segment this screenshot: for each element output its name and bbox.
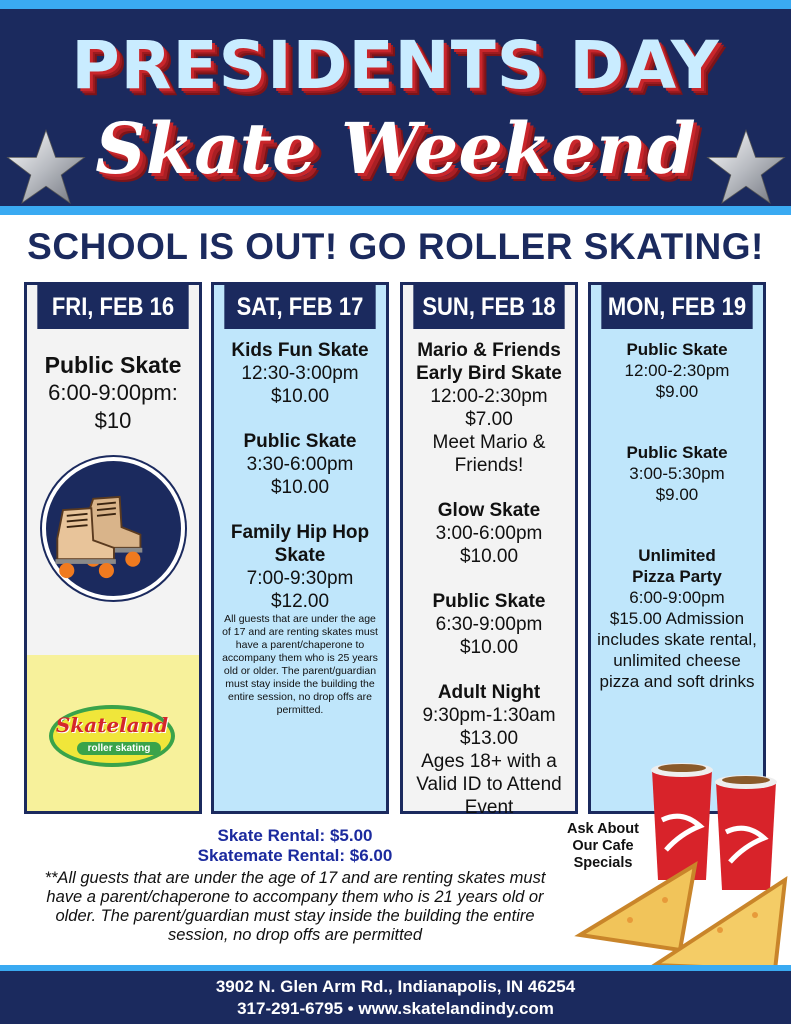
event-name: Public Skate bbox=[626, 443, 728, 462]
disclaimer-text: **All guests that are under the age of 17 and are renting skates must have a parent/chaperone to accompany them who is 21 years old or older. The parent/guardian must stay inside the building the entire session, no drop offs are permitted bbox=[44, 869, 546, 944]
skateland-logo bbox=[27, 655, 199, 811]
address: 3902 N. Glen Arm Rd., Indianapolis, IN 46254 bbox=[215, 977, 576, 996]
event-detail: $15.00 Admission includes skate rental, unlimited cheese pizza and soft drinks bbox=[597, 609, 757, 691]
day-header: MON, FEB 19 bbox=[601, 285, 752, 329]
day-column-sun bbox=[400, 282, 578, 818]
event-block bbox=[407, 499, 571, 568]
logo-subtext: roller skating bbox=[77, 742, 161, 755]
event-block bbox=[218, 430, 382, 499]
event-detail: Ages 18+ with a Valid ID to Attend Event bbox=[416, 751, 562, 818]
event-name: Public Skate bbox=[626, 340, 728, 359]
title-presidents-day: PRESIDENTS DAY bbox=[71, 27, 720, 104]
event-price: $12.00 bbox=[270, 591, 330, 612]
event-price: $7.00 bbox=[465, 409, 513, 430]
day-column-fri bbox=[24, 282, 202, 814]
event-price: $10 bbox=[94, 408, 132, 433]
event-name: Kids Fun Skate bbox=[231, 340, 369, 361]
header-banner bbox=[0, 0, 791, 215]
event-time: 3:30-6:00pm bbox=[246, 454, 354, 475]
event-block bbox=[407, 681, 571, 819]
event-block bbox=[218, 339, 382, 408]
event-price: $10.00 bbox=[459, 546, 519, 567]
event-price: $10.00 bbox=[270, 477, 330, 498]
event-block bbox=[407, 339, 571, 477]
footer-bar bbox=[0, 965, 791, 1024]
contact-info: 317-291-6795 • www.skatelandindy.com bbox=[237, 999, 554, 1018]
logo-text: Skateland bbox=[55, 713, 169, 737]
event-time: 12:30-3:00pm bbox=[241, 363, 359, 384]
event-name: Mario & Friends Early Bird Skate bbox=[416, 340, 562, 384]
event-block bbox=[595, 545, 759, 692]
event-block bbox=[407, 590, 571, 659]
event-time: 6:00-9:00pm: bbox=[48, 380, 178, 405]
star-icon bbox=[6, 127, 86, 207]
event-name: Public Skate bbox=[432, 591, 546, 612]
event-name: Unlimited Pizza Party bbox=[632, 546, 722, 586]
event-block bbox=[595, 339, 759, 402]
event-price: $10.00 bbox=[459, 637, 519, 658]
event-time: 7:00-9:30pm bbox=[246, 568, 354, 589]
event-time: 12:00-2:30pm bbox=[430, 386, 548, 407]
event-block bbox=[218, 521, 382, 717]
event-name: Family Hip Hop Skate bbox=[230, 522, 370, 566]
day-column-sat bbox=[211, 282, 389, 814]
event-price: $9.00 bbox=[655, 382, 699, 401]
event-name: Glow Skate bbox=[437, 500, 541, 521]
cafe-specials-text: Ask About Our Cafe Specials bbox=[567, 821, 639, 871]
event-price: $13.00 bbox=[459, 728, 519, 749]
event-time: 6:00-9:00pm bbox=[629, 588, 725, 607]
event-time: 6:30-9:00pm bbox=[435, 614, 543, 635]
day-header: SAT, FEB 17 bbox=[224, 285, 375, 329]
roller-skate-icon bbox=[42, 457, 185, 600]
event-name: Public Skate bbox=[243, 431, 357, 452]
event-note: All guests that are under the age of 17 and are renting skates must have a parent/chaperone to accompany them who is 25 years old or older. The parent/guardian must stay inside the building the entire session, no drop offs are permitted. bbox=[222, 613, 378, 716]
event-time: 3:00-5:30pm bbox=[629, 464, 725, 483]
star-icon bbox=[706, 127, 786, 207]
event-time: 9:30pm-1:30am bbox=[422, 705, 556, 726]
title-skate-weekend: Skate Weekend bbox=[95, 107, 696, 190]
event-price: $10.00 bbox=[270, 386, 330, 407]
skate-rental-price: Skate Rental: $5.00 bbox=[217, 826, 373, 845]
subheading: SCHOOL IS OUT! GO ROLLER SKATING! bbox=[27, 226, 764, 267]
event-price: $9.00 bbox=[655, 485, 699, 504]
day-column-mon bbox=[588, 282, 766, 814]
event-name: Adult Night bbox=[437, 682, 541, 703]
event-name: Public Skate bbox=[44, 352, 182, 378]
event-time: 3:00-6:00pm bbox=[435, 523, 543, 544]
day-header: FRI, FEB 16 bbox=[37, 285, 188, 329]
skatemate-rental-price: Skatemate Rental: $6.00 bbox=[197, 846, 393, 865]
day-header: SUN, FEB 18 bbox=[413, 285, 564, 329]
event-block bbox=[595, 442, 759, 505]
event-time: 12:00-2:30pm bbox=[624, 361, 730, 380]
event-detail: Meet Mario & Friends! bbox=[432, 432, 546, 476]
